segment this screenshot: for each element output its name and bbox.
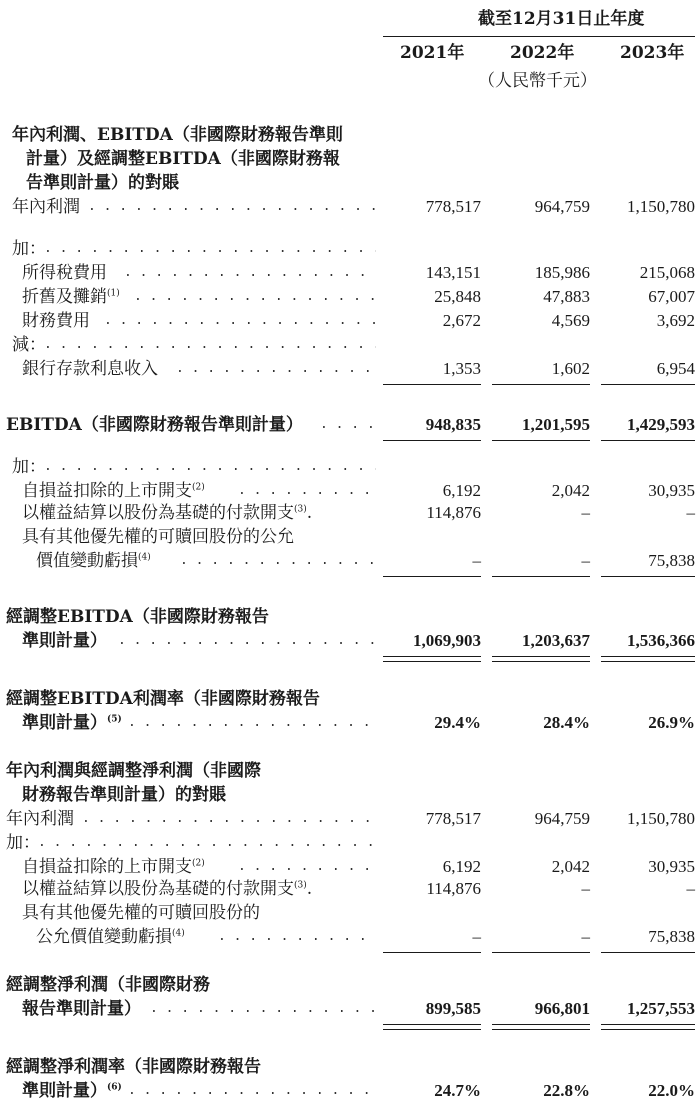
pref-label-text: 價值變動虧損	[36, 551, 138, 571]
subtotal-rule	[601, 384, 695, 385]
pref-2022: –	[581, 551, 590, 570]
less-label: 減：	[12, 335, 46, 355]
double-rule	[383, 656, 481, 662]
interest-2023: 6,954	[656, 359, 695, 378]
double-rule	[601, 1024, 695, 1030]
adj-ebitda-2023: 1,536,366	[627, 631, 695, 650]
year-2023: 2023年	[620, 43, 685, 63]
leader-dots	[44, 334, 376, 356]
s3-listing-2021: 6,192	[442, 857, 481, 876]
footnote-marker: (4)	[172, 928, 185, 939]
subtotal-rule	[601, 576, 695, 577]
profit-label: 年內利潤	[6, 809, 74, 829]
s3-listing-label-text: 自損益扣除的上市開支	[22, 857, 192, 877]
pref-label-line1: 具有其他優先權的可贖回股份的公允	[22, 527, 294, 547]
leader-dots	[88, 196, 376, 218]
double-rule	[383, 1024, 481, 1030]
tax-label: 所得稅費用	[22, 263, 107, 283]
section1-title-line3: 告準則計量）的對賬	[26, 173, 179, 193]
footnote-marker: (6)	[107, 1082, 122, 1093]
footnote-marker: (2)	[192, 858, 205, 869]
leader-dots	[238, 856, 376, 878]
sbc-label	[22, 878, 312, 900]
interest-label: 銀行存款利息收入	[22, 359, 158, 379]
adj-ebitda-margin-label-line2	[22, 712, 122, 734]
s3-pref-2021: –	[472, 927, 481, 946]
adj-net-margin-2021: 24.7%	[434, 1081, 481, 1100]
adj-ebitda-margin-2023: 26.9%	[648, 713, 695, 732]
year-2022: 2022年	[510, 43, 575, 63]
dep-2023: 67,007	[648, 287, 695, 306]
add-label: 加：	[12, 457, 46, 477]
section1-title-line2: 計量）及經調整EBITDA（非國際財務報	[26, 149, 340, 169]
trailing-dot: .	[306, 879, 313, 899]
leader-dots	[180, 550, 376, 572]
adj-net-2021: 899,585	[425, 999, 481, 1018]
adj-net-2022: 966,801	[534, 999, 590, 1018]
adj-ebitda-margin-label-line1: 經調整EBITDA利潤率（非國際財務報告	[6, 689, 320, 709]
s3-profit-2022: 964,759	[534, 809, 590, 828]
leader-dots	[104, 310, 376, 332]
dep-2021: 25,848	[434, 287, 481, 306]
adj-net-label-line1: 經調整淨利潤（非國際財務	[6, 975, 210, 995]
net-margin-label-text: 準則計量）	[22, 1081, 107, 1101]
leader-dots	[134, 286, 376, 308]
leader-dots	[238, 480, 376, 502]
leader-dots	[128, 1080, 376, 1102]
leader-dots	[44, 456, 376, 478]
trailing-dot: .	[306, 503, 313, 523]
pref-2023: 75,838	[648, 551, 695, 570]
fin-2022: 4,569	[551, 311, 590, 330]
sbc-2023: –	[686, 503, 695, 522]
section3-title-line1: 年內利潤與經調整淨利潤（非國際	[6, 761, 261, 781]
footnote-marker: (3)	[294, 880, 307, 891]
sbc-2022: –	[581, 503, 590, 522]
listing-label	[22, 480, 205, 502]
subtotal-rule	[492, 384, 590, 385]
listing-2023: 30,935	[648, 481, 695, 500]
tax-2022: 185,986	[534, 263, 590, 282]
leader-dots	[128, 712, 376, 734]
interest-2021: 1,353	[442, 359, 481, 378]
s3-pref-2022: –	[581, 927, 590, 946]
header-rule	[383, 36, 695, 37]
adj-net-margin-2023: 22.0%	[648, 1081, 695, 1100]
double-rule	[492, 656, 590, 662]
subtotal-rule	[383, 952, 481, 953]
leader-dots	[118, 630, 376, 652]
section1-title-line1: 年內利潤、EBITDA（非國際財務報告準則	[12, 125, 343, 145]
tax-2021: 143,151	[425, 263, 481, 282]
adj-ebitda-label-line1: 經調整EBITDA（非國際財務報告	[6, 607, 269, 627]
s3-listing-2022: 2,042	[551, 857, 590, 876]
sbc-2021: 114,876	[426, 503, 481, 522]
pref-label-line2	[36, 550, 151, 572]
fin-2021: 2,672	[442, 311, 481, 330]
double-rule	[492, 1024, 590, 1030]
ebitda-2022: 1,201,595	[522, 415, 590, 434]
s3-sbc-2022: –	[581, 879, 590, 898]
adj-ebitda-label-line2: 準則計量）	[22, 631, 107, 651]
sbc-label-text: 以權益結算以股份為基礎的付款開支	[22, 503, 294, 523]
s3-sbc-label-text: 以權益結算以股份為基礎的付款開支	[22, 879, 294, 899]
interest-2022: 1,602	[551, 359, 590, 378]
leader-dots	[320, 414, 376, 436]
leader-dots	[176, 358, 376, 380]
leader-dots	[38, 832, 376, 854]
listing-label	[22, 856, 205, 878]
total-rule	[492, 440, 590, 441]
listing-label-text: 自損益扣除的上市開支	[22, 481, 192, 501]
total-rule	[601, 440, 695, 441]
footnote-marker: (1)	[107, 288, 120, 299]
footnote-marker: (2)	[192, 482, 205, 493]
listing-2022: 2,042	[551, 481, 590, 500]
s3-profit-2023: 1,150,780	[627, 809, 695, 828]
add-label: 加：	[12, 239, 46, 259]
leader-dots	[150, 998, 376, 1020]
profit-label: 年內利潤	[12, 197, 80, 217]
listing-2021: 6,192	[442, 481, 481, 500]
profit-2022: 964,759	[534, 197, 590, 216]
subtotal-rule	[383, 576, 481, 577]
subtotal-rule	[492, 952, 590, 953]
section3-title-line2: 財務報告準則計量）的對賬	[22, 785, 226, 805]
dep-2022: 47,883	[543, 287, 590, 306]
ebitda-2021: 948,835	[425, 415, 481, 434]
footnote-marker: (5)	[107, 714, 122, 725]
footnote-marker: (4)	[138, 552, 151, 563]
s3-sbc-2021: 114,876	[426, 879, 481, 898]
period-header: 截至12月31日止年度	[478, 9, 645, 29]
subtotal-rule	[492, 576, 590, 577]
fin-2023: 3,692	[656, 311, 695, 330]
adj-net-margin-label-line1: 經調整淨利潤率（非國際財務報告	[6, 1057, 261, 1077]
s3-profit-2021: 778,517	[425, 809, 481, 828]
adj-ebitda-2021: 1,069,903	[413, 631, 481, 650]
adj-ebitda-margin-2021: 29.4%	[434, 713, 481, 732]
dep-label	[22, 286, 120, 308]
ebitda-label: EBITDA（非國際財務報告準則計量）	[6, 415, 303, 435]
s3-pref-label-text: 公允價值變動虧損	[36, 927, 172, 947]
leader-dots	[218, 926, 376, 948]
subtotal-rule	[383, 384, 481, 385]
double-rule	[601, 656, 695, 662]
profit-2023: 1,150,780	[627, 197, 695, 216]
adj-net-margin-2022: 22.8%	[543, 1081, 590, 1100]
adj-net-margin-label-line2	[22, 1080, 122, 1102]
adj-ebitda-2022: 1,203,637	[522, 631, 590, 650]
leader-dots	[44, 238, 376, 260]
profit-2021: 778,517	[425, 197, 481, 216]
unit-label: （人民幣千元）	[478, 71, 597, 91]
leader-dots	[124, 262, 376, 284]
footnote-marker: (3)	[294, 504, 307, 515]
pref-label-line1: 具有其他優先權的可贖回股份的	[22, 903, 260, 923]
margin-label-text: 準則計量）	[22, 713, 107, 733]
add-label: 加：	[6, 833, 40, 853]
fin-label: 財務費用	[22, 311, 90, 331]
pref-2021: –	[472, 551, 481, 570]
adj-net-label-line2: 報告準則計量）	[22, 999, 141, 1019]
year-2021: 2021年	[400, 43, 465, 63]
subtotal-rule	[601, 952, 695, 953]
s3-pref-2023: 75,838	[648, 927, 695, 946]
adj-ebitda-margin-2022: 28.4%	[543, 713, 590, 732]
leader-dots	[82, 808, 376, 830]
sbc-label	[22, 502, 312, 524]
s3-listing-2023: 30,935	[648, 857, 695, 876]
tax-2023: 215,068	[639, 263, 695, 282]
total-rule	[383, 440, 481, 441]
pref-label-line2	[36, 926, 185, 948]
ebitda-2023: 1,429,593	[627, 415, 695, 434]
dep-label-text: 折舊及攤銷	[22, 287, 107, 307]
s3-sbc-2023: –	[686, 879, 695, 898]
adj-net-2023: 1,257,553	[627, 999, 695, 1018]
